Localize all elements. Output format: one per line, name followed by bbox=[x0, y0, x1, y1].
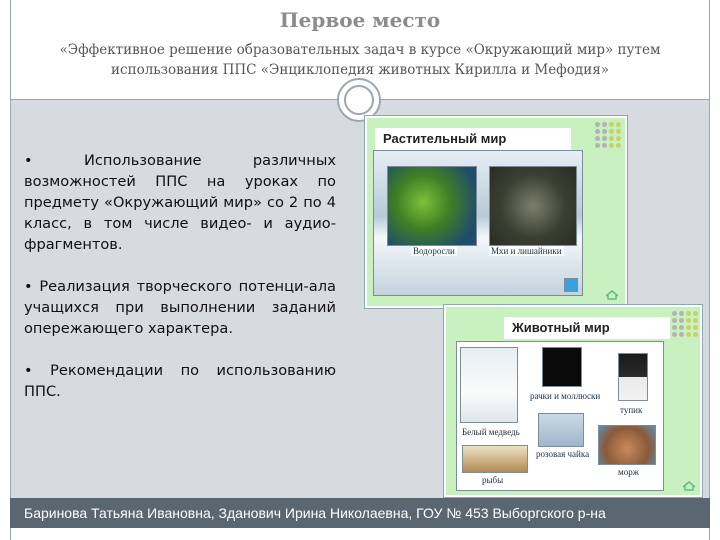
caption-moss: Мхи и лишайники bbox=[491, 246, 562, 256]
caption-crustaceans: рачки и моллюски bbox=[530, 391, 601, 401]
gull-image bbox=[538, 413, 584, 447]
home-icon bbox=[682, 481, 696, 491]
caption-algae: Водоросли bbox=[413, 246, 455, 256]
walrus-image bbox=[598, 425, 656, 465]
decorative-circle-inner bbox=[344, 85, 374, 115]
bullet-item: • Использование различных возможностей ППС на уроках по предмету «Окружающий мир» со 2 по 4 класс, в том числе видео- и аудио-фрагментов. bbox=[24, 152, 336, 253]
nav-square bbox=[564, 278, 578, 292]
slide-title: Животный мир bbox=[504, 317, 670, 339]
bullet-item: • Реализация творческого потенци-ала учащихся при выполнении заданий опережающего характера. bbox=[24, 278, 336, 337]
caption-gull: розовая чайка bbox=[536, 449, 590, 459]
slide-title: Растительный мир bbox=[375, 128, 571, 150]
bullet-item: • Рекомендации по использованию ППС. bbox=[24, 362, 336, 400]
fish-image bbox=[462, 445, 528, 473]
crustacean-image bbox=[542, 347, 582, 387]
bullet-list bbox=[24, 150, 336, 423]
algae-image bbox=[387, 166, 477, 246]
decorative-dots bbox=[672, 311, 698, 337]
slide-thumbnail-animals bbox=[444, 305, 702, 497]
caption-puffin: тупик bbox=[620, 405, 643, 415]
caption-walrus: морж bbox=[618, 467, 639, 477]
caption-fish: рыбы bbox=[482, 475, 504, 485]
home-icon bbox=[605, 290, 619, 300]
slide-thumbnail-plants bbox=[365, 116, 627, 308]
page-subtitle: «Эффективное решение образовательных задач в курсе «Окружающий мир» путем использования ППС «Энциклопедия животных Кирилла и Мефодия» bbox=[59, 42, 661, 78]
moss-lichen-image bbox=[489, 166, 577, 246]
caption-polar-bear: Белый медведь bbox=[462, 427, 520, 437]
decorative-dots bbox=[595, 122, 621, 148]
puffin-image bbox=[618, 353, 648, 401]
footer-authors: Баринова Татьяна Ивановна, Зданович Ирина Николаевна, ГОУ № 453 Выборгского р-на bbox=[10, 498, 710, 528]
polar-bear-image bbox=[460, 347, 518, 423]
page-title: Первое место bbox=[279, 8, 441, 32]
